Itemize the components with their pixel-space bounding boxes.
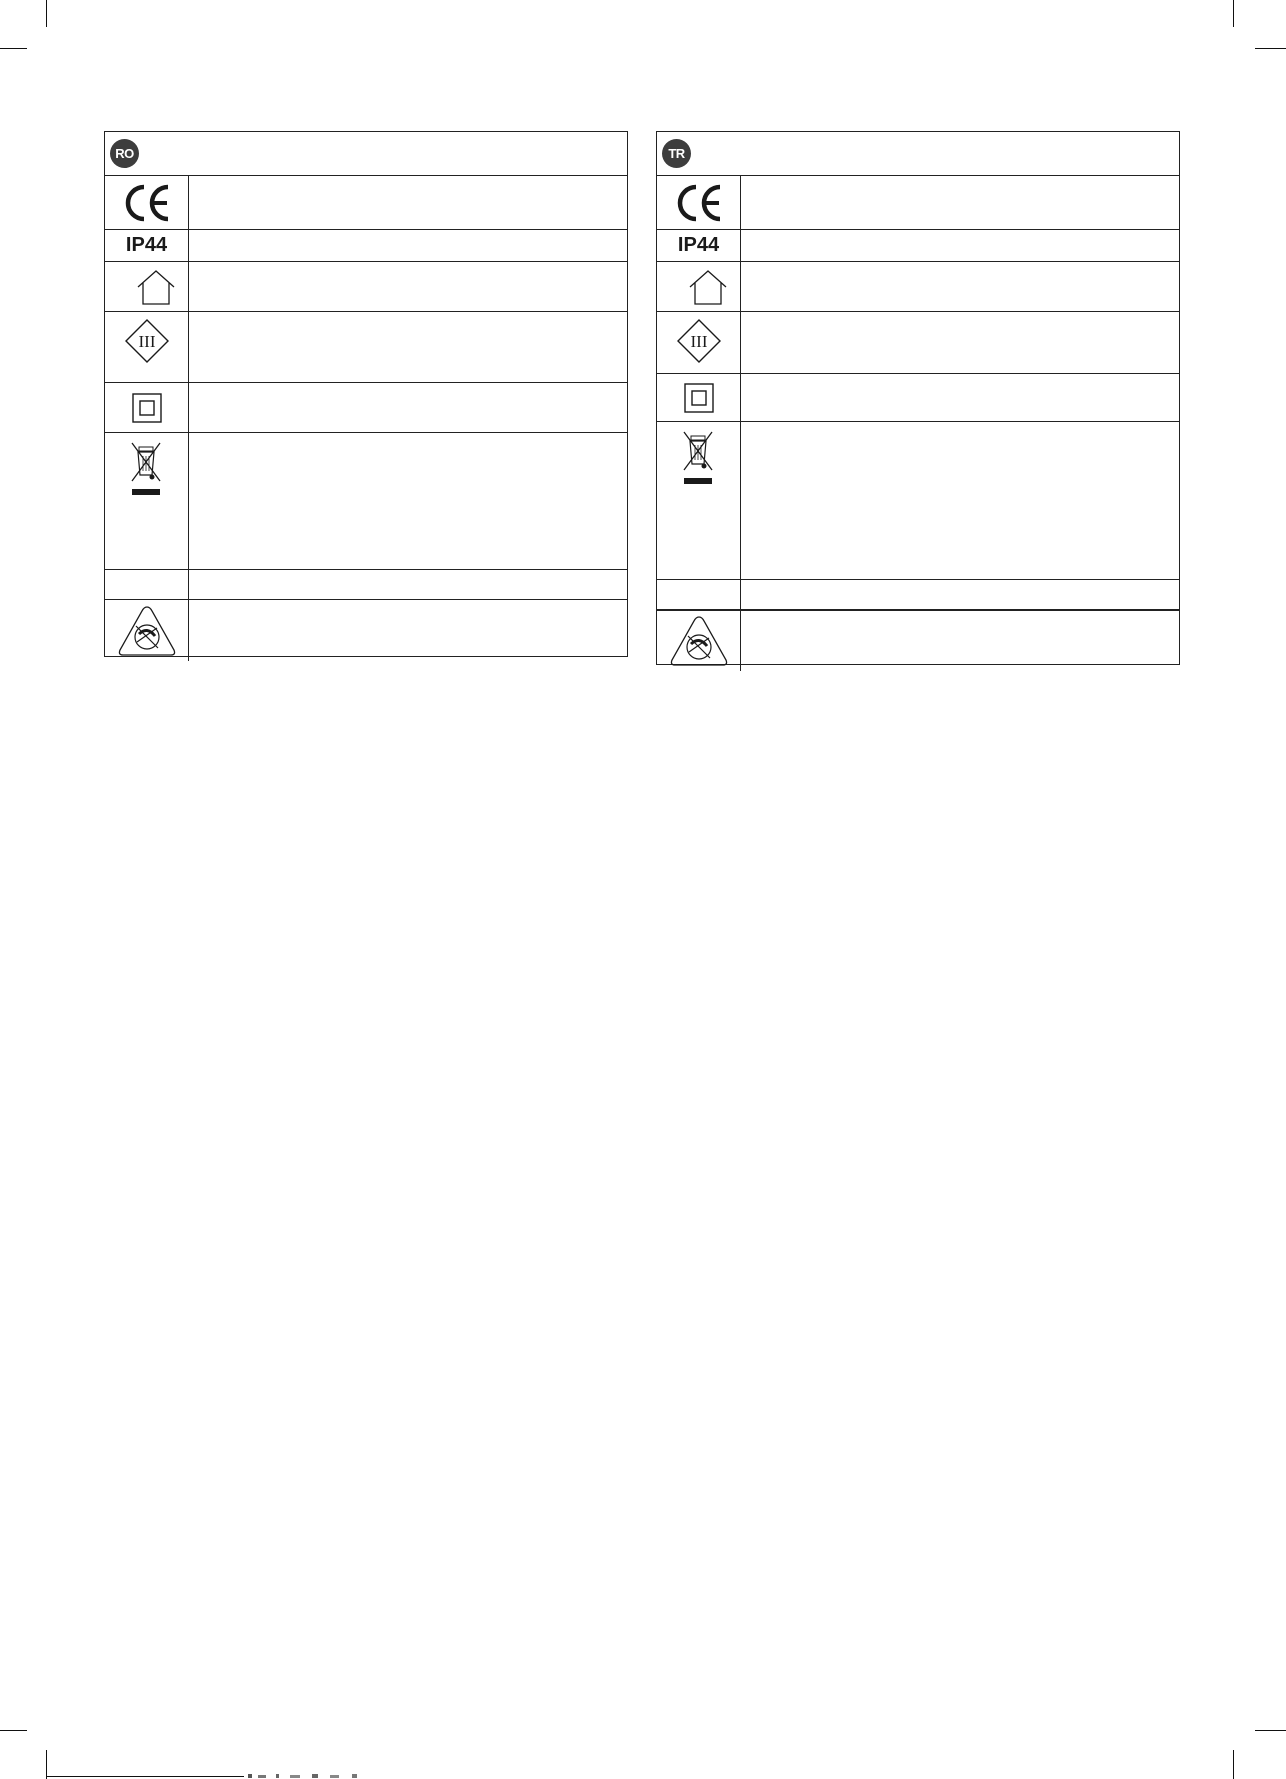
crop-mark xyxy=(1255,48,1286,49)
crop-mark xyxy=(1233,0,1234,27)
triangle-cable-icon xyxy=(105,600,189,661)
symbol-row-indoor xyxy=(105,262,627,312)
ce-mark-icon xyxy=(657,176,741,229)
crossed-bin-icon xyxy=(105,433,189,569)
symbol-row-weee xyxy=(105,433,627,570)
symbol-row-cable xyxy=(105,600,627,661)
row-description xyxy=(189,176,627,229)
crop-mark xyxy=(46,0,47,27)
symbol-row-class-iii xyxy=(657,312,1179,374)
row-description xyxy=(741,580,1179,609)
empty-icon-cell xyxy=(657,580,741,609)
row-description xyxy=(189,312,627,382)
row-description xyxy=(741,374,1179,421)
crossed-bin-icon xyxy=(657,422,741,579)
symbol-row-ce xyxy=(105,176,627,230)
row-description xyxy=(189,230,627,261)
triangle-cable-icon xyxy=(657,611,741,671)
class-iii-text: III xyxy=(690,332,707,351)
row-description xyxy=(189,383,627,432)
row-description xyxy=(741,230,1179,261)
symbol-row-indoor xyxy=(657,262,1179,312)
crop-mark xyxy=(0,48,27,49)
footer-fragment xyxy=(248,1772,378,1778)
symbol-row-blank xyxy=(105,570,627,600)
row-description xyxy=(189,433,627,569)
crop-mark xyxy=(46,1750,47,1779)
crop-mark xyxy=(1255,1730,1286,1731)
row-description xyxy=(189,262,627,311)
double-square-icon xyxy=(105,383,189,432)
row-description xyxy=(741,312,1179,373)
symbol-row-class-iii xyxy=(105,312,627,383)
ce-mark-icon xyxy=(105,176,189,229)
ip44-label xyxy=(657,230,741,261)
symbol-row-class-ii xyxy=(657,374,1179,422)
crop-mark xyxy=(0,1730,27,1731)
panel-header xyxy=(105,132,627,176)
language-badge: TR xyxy=(662,139,691,168)
row-description xyxy=(189,600,627,661)
symbol-row-ip44 xyxy=(657,230,1179,262)
empty-icon-cell xyxy=(105,570,189,599)
row-description xyxy=(741,262,1179,311)
footer-rule xyxy=(46,1776,244,1777)
symbol-row-weee xyxy=(657,422,1179,580)
symbol-row-class-ii xyxy=(105,383,627,433)
ip44-label xyxy=(105,230,189,261)
class-iii-text: III xyxy=(138,332,155,351)
symbols-table-ro xyxy=(104,131,628,657)
ip44-text: IP44 xyxy=(677,234,720,256)
double-square-icon xyxy=(657,374,741,421)
row-description xyxy=(189,570,627,599)
symbol-row-cable xyxy=(657,610,1179,671)
symbol-row-ce xyxy=(657,176,1179,230)
panel-header xyxy=(657,132,1179,176)
house-icon xyxy=(105,262,189,311)
row-description xyxy=(741,422,1179,579)
symbol-row-ip44 xyxy=(105,230,627,262)
crop-mark xyxy=(1233,1750,1234,1779)
house-icon xyxy=(657,262,741,311)
row-description xyxy=(741,611,1179,671)
class-iii-icon xyxy=(657,312,741,373)
symbol-row-blank xyxy=(657,580,1179,610)
symbols-table-tr xyxy=(656,131,1180,665)
class-iii-icon xyxy=(105,312,189,382)
row-description xyxy=(741,176,1179,229)
language-badge: RO xyxy=(110,139,139,168)
ip44-text: IP44 xyxy=(125,234,168,256)
